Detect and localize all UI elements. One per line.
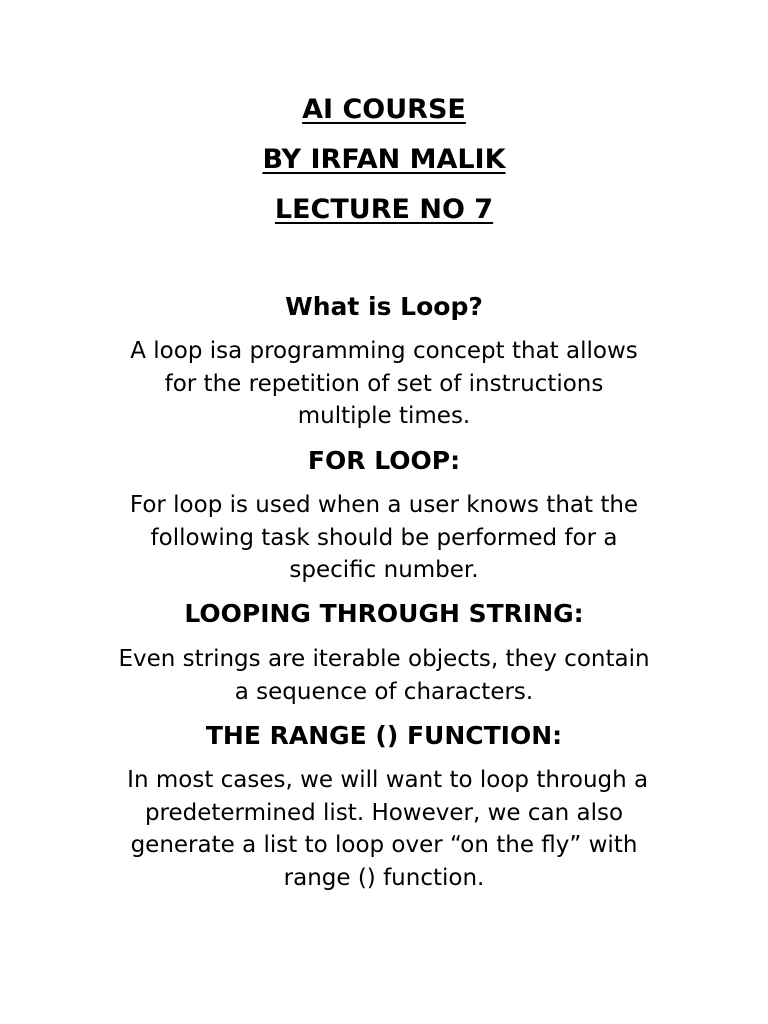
author-line: BY IRFAN MALIK (262, 144, 506, 175)
section-paragraph-for-loop (0, 489, 768, 587)
paragraph-line: A loop isa programming concept that allows (130, 338, 638, 364)
paragraph-line: generate a list to loop over “on the fly” with (130, 832, 638, 858)
paragraph-line: Even strings are iterable objects, they contain (118, 646, 650, 672)
section-paragraph-range-function (0, 764, 768, 894)
paragraph-line: a sequence of characters. (234, 678, 534, 705)
section-heading-looping-string: LOOPING THROUGH STRING: (184, 599, 584, 628)
section-heading-for-loop: FOR LOOP: (307, 446, 461, 475)
course-title: AI COURSE (302, 94, 466, 125)
paragraph-line: multiple times. (297, 403, 471, 429)
paragraph-line: for the repetition of set of instructions (164, 370, 604, 397)
paragraph-line: specific number. (289, 557, 479, 583)
paragraph-line: predetermined list. However, we can also (144, 799, 624, 826)
section-paragraph-what-is-loop (0, 335, 768, 433)
section-heading-what-is-loop: What is Loop? (285, 292, 483, 321)
lecture-number: LECTURE NO 7 (274, 194, 494, 225)
section-heading-range-function: THE RANGE () FUNCTION: (205, 721, 563, 750)
paragraph-line: In most cases, we will want to loop through a (119, 767, 649, 793)
paragraph-line: For loop is used when a user knows that the (129, 492, 639, 518)
paragraph-line: following task should be performed for a (150, 524, 618, 551)
paragraph-line: range () function. (283, 864, 485, 891)
section-paragraph-looping-string (0, 643, 768, 708)
